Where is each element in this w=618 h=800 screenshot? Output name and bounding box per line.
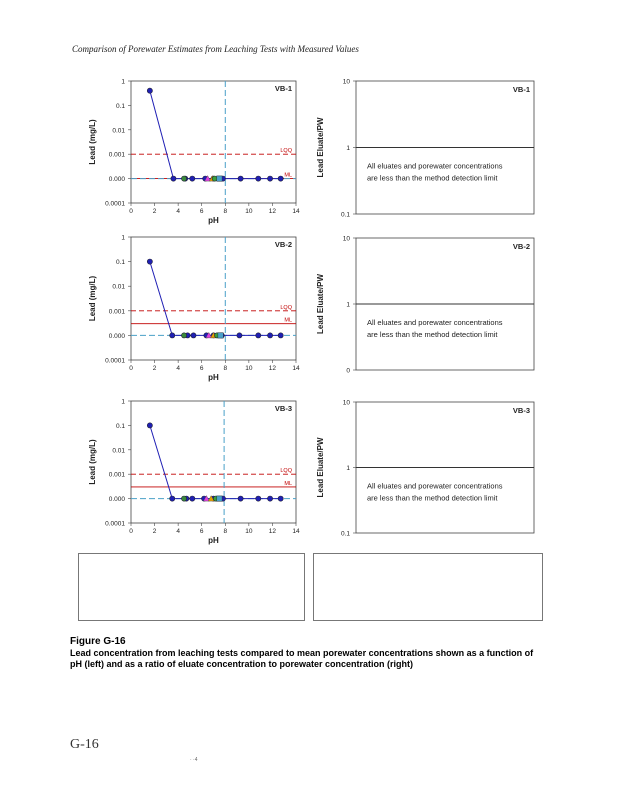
y-tick-label: 0.001 <box>108 151 125 159</box>
y-tick-label: 0 <box>346 367 350 375</box>
reference-label: ML <box>284 172 292 179</box>
reference-label: ML <box>284 317 292 324</box>
panel-label: VB-2 <box>274 240 292 249</box>
y-tick-label: 10 <box>342 399 350 407</box>
page-number: G-16 <box>70 737 99 752</box>
reference-label: ML <box>284 480 292 487</box>
y-tick-label: 10 <box>342 235 350 243</box>
x-tick-label: 14 <box>292 365 300 372</box>
ratio-note-line1: All eluates and porewater concentrations <box>367 481 503 491</box>
y-tick-label: 0.1 <box>115 102 125 110</box>
y-tick-label: 1 <box>121 234 125 242</box>
x-tick-label: 0 <box>129 208 133 215</box>
y-axis-label: Lead (mg/L) <box>88 275 97 322</box>
data-point-1313 <box>147 259 152 264</box>
x-tick-label: 0 <box>129 528 133 535</box>
x-tick-label: 12 <box>268 528 277 535</box>
panel-label: VB-1 <box>274 84 292 93</box>
plot-frame <box>131 81 296 203</box>
x-tick-label: 4 <box>176 208 180 215</box>
x-tick-label: 12 <box>268 365 277 372</box>
x-tick-label: 10 <box>245 208 253 215</box>
x-tick-label: 2 <box>152 208 157 215</box>
data-point-1313 <box>278 496 283 501</box>
data-point-1313 <box>278 333 283 338</box>
y-axis-label: Lead (mg/L) <box>88 119 97 165</box>
y-axis-label: Lead Eluate/PW <box>316 437 325 498</box>
data-point-other <box>218 333 223 338</box>
x-tick-label: 2 <box>152 528 157 535</box>
data-point-1313 <box>256 176 261 181</box>
reference-label: LQQ <box>280 468 292 475</box>
data-point-1313 <box>190 496 195 501</box>
x-tick-label: 12 <box>268 208 277 215</box>
y-tick-label: 1 <box>346 301 350 309</box>
y-tick-label: 0.0001 <box>105 520 125 528</box>
figure-title: Figure G-16 <box>70 636 126 647</box>
data-point-1313 <box>147 88 152 93</box>
x-tick-label: 4 <box>176 528 180 535</box>
data-point-1313 <box>238 176 243 181</box>
y-axis-label: Lead Eluate/PW <box>316 117 325 178</box>
panel-label: VB-2 <box>512 242 530 251</box>
y-tick-label: 10 <box>342 78 350 86</box>
x-tick-label: 14 <box>292 208 300 215</box>
y-tick-label: 0.000 <box>108 176 125 184</box>
data-point-other <box>217 176 222 181</box>
ratio-note-line2: are less than the method detection limit <box>367 173 498 183</box>
data-point-other <box>181 496 186 501</box>
data-point-other <box>217 496 222 501</box>
panel-label: VB-3 <box>274 404 292 413</box>
x-tick-label: 8 <box>223 528 228 535</box>
ratio-note-line1: All eluates and porewater concentrations <box>367 161 503 171</box>
data-point-1313 <box>170 333 175 338</box>
page-header: Comparison of Porewater Estimates from Leaching Tests with Measured Values <box>72 44 359 54</box>
data-point-1313 <box>267 496 272 501</box>
x-tick-label: 10 <box>245 528 253 535</box>
y-tick-label: 1 <box>121 398 125 406</box>
panel-label: VB-1 <box>512 85 530 94</box>
data-point-1313 <box>170 496 175 501</box>
plot-frame <box>131 401 296 523</box>
y-tick-label: 0.0001 <box>105 357 125 365</box>
legend-right <box>313 553 543 621</box>
legend-left <box>78 553 305 621</box>
data-point-other <box>181 176 186 181</box>
y-tick-label: 0.1 <box>115 422 125 430</box>
x-tick-label: 6 <box>199 528 204 535</box>
y-tick-label: 1 <box>346 465 350 472</box>
data-point-1313 <box>147 423 152 428</box>
y-axis-label: Lead Eluate/PW <box>316 273 325 335</box>
x-tick-label: 10 <box>245 365 253 372</box>
x-tick-label: 2 <box>152 365 157 372</box>
reference-label: LQQ <box>280 304 292 311</box>
data-point-1313 <box>171 176 176 181</box>
x-tick-label: 6 <box>199 365 204 372</box>
ratio-note-line2: are less than the method detection limit <box>367 330 498 339</box>
ratio-note-line1: All eluates and porewater concentrations <box>367 318 503 327</box>
reference-label: LQQ <box>280 148 292 155</box>
x-tick-label: 8 <box>223 365 228 372</box>
data-point-other <box>181 333 186 338</box>
data-point-1313 <box>256 496 261 501</box>
y-tick-label: 0.1 <box>340 211 350 219</box>
x-axis-label: pH <box>208 373 219 382</box>
x-tick-label: 0 <box>129 365 133 372</box>
y-tick-label: 0.01 <box>112 447 125 455</box>
y-tick-label: 0.0001 <box>105 200 125 208</box>
x-tick-label: 14 <box>292 528 300 535</box>
y-tick-label: 0.001 <box>108 308 125 316</box>
data-point-1313 <box>191 333 196 338</box>
x-tick-label: 6 <box>199 208 204 215</box>
y-axis-label: Lead (mg/L) <box>88 439 97 485</box>
y-tick-label: 0.000 <box>108 496 125 504</box>
data-point-1313 <box>267 333 272 338</box>
data-point-1313 <box>237 333 242 338</box>
panel-label: VB-3 <box>512 406 530 415</box>
x-tick-label: 4 <box>176 365 180 372</box>
x-tick-label: 8 <box>223 208 228 215</box>
data-point-1313 <box>256 333 261 338</box>
data-point-1313 <box>190 176 195 181</box>
y-tick-label: 0.01 <box>112 127 125 135</box>
y-tick-label: 0.01 <box>112 283 125 291</box>
y-tick-label: 1 <box>121 78 125 86</box>
x-axis-label: pH <box>208 536 219 545</box>
y-tick-label: 0.1 <box>115 259 125 267</box>
ratio-note-line2: are less than the method detection limit <box>367 493 498 503</box>
figure-caption: Lead concentration from leaching tests compared to mean porewater concentrations shown as a function of pH (left) and as a ratio of eluate concentration to porewater concentration (right) <box>70 648 534 669</box>
data-point-1313 <box>238 496 243 501</box>
y-tick-label: 0.1 <box>340 530 350 538</box>
data-point-1313 <box>278 176 283 181</box>
plot-frame <box>131 237 296 360</box>
footer-small: · ·4 <box>190 757 198 763</box>
x-axis-label: pH <box>208 216 219 225</box>
y-tick-label: 0.000 <box>108 332 125 340</box>
data-point-1313 <box>267 176 272 181</box>
y-tick-label: 1 <box>346 145 350 152</box>
y-tick-label: 0.001 <box>108 471 125 479</box>
